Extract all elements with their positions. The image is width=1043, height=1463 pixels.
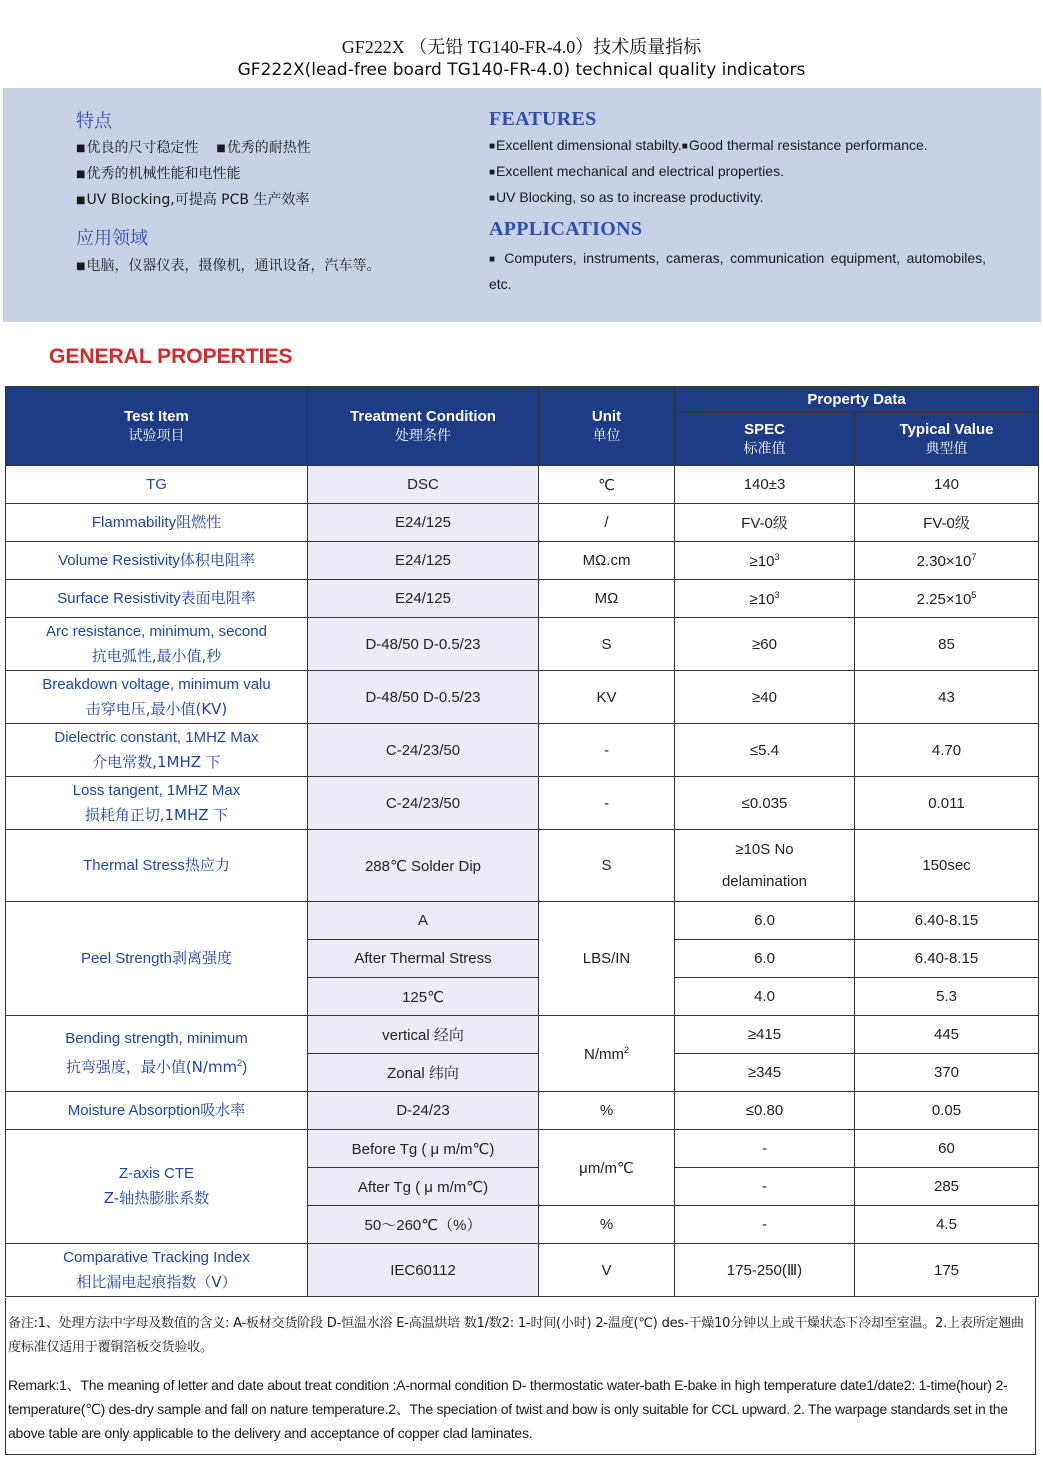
row-diel-spec: ≤5.4 (675, 724, 855, 777)
row-peel-spec-2: 6.0 (675, 940, 855, 978)
row-bend-typ-1: 445 (855, 1016, 1039, 1054)
feature-en-1b: Good thermal resistance performance. (688, 137, 928, 153)
row-cti-item-cn: 相比漏电起痕指数（V） (76, 1272, 237, 1291)
row-bend-unit-exp: 2 (623, 1044, 629, 1055)
row-diel-item (6, 724, 308, 777)
row-cti-typ: 175 (855, 1244, 1039, 1297)
row-cte-unit-b: % (539, 1206, 675, 1244)
row-flam-cond: E24/125 (308, 504, 539, 542)
feature-en-2: Excellent mechanical and electrical properties. (496, 163, 784, 179)
header-spec (675, 413, 855, 466)
row-arc-item (6, 618, 308, 671)
row-therm-spec (675, 830, 855, 902)
row-cte-typ-3: 4.5 (855, 1206, 1039, 1244)
application-en-body: Computers, instruments, cameras, communication equipment, automobiles, etc. (489, 250, 986, 292)
table-row (6, 902, 1039, 940)
row-arc-spec: ≥60 (675, 618, 855, 671)
header-typical (855, 413, 1039, 466)
row-vol-typ (855, 542, 1039, 580)
row-tg-cond: DSC (308, 466, 539, 504)
feature-cn-line-2 (76, 163, 240, 183)
row-moist-item (6, 1092, 308, 1130)
row-bend-spec-2: ≥345 (675, 1054, 855, 1092)
row-peel-unit: LBS/IN (539, 902, 675, 1016)
row-cti-item (6, 1244, 308, 1297)
section-title: GENERAL PROPERTIES (49, 345, 293, 368)
header-unit (539, 387, 675, 466)
row-cte-typ-1: 60 (855, 1130, 1039, 1168)
bullet-icon: ■ (489, 141, 496, 152)
row-surf-item (6, 580, 308, 618)
table-row (6, 618, 1039, 671)
row-loss-unit: - (539, 777, 675, 830)
header-typical-cn: 典型值 (925, 440, 968, 457)
row-cte-spec-1: - (675, 1130, 855, 1168)
bullet-icon: ■ (76, 169, 86, 180)
row-surf-unit: MΩ (539, 580, 675, 618)
row-diel-typ: 4.70 (855, 724, 1039, 777)
row-surf-cond: E24/125 (308, 580, 539, 618)
applications-heading-cn: 应用领域 (76, 228, 148, 249)
row-therm-item-en: Thermal Stress (83, 857, 185, 874)
row-vol-spec (675, 542, 855, 580)
row-bend-item-en: Bending strength, minimum (65, 1030, 248, 1047)
features-heading-cn: 特点 (76, 111, 112, 132)
row-moist-item-en: Moisture Absorption (67, 1102, 201, 1119)
row-surf-typ-exp: 5 (971, 589, 977, 600)
bullet-icon: ■ (76, 143, 86, 154)
row-bkd-spec: ≥40 (675, 671, 855, 724)
feature-en-3: UV Blocking, so as to increase productivity. (496, 189, 764, 205)
row-bend-cond-1: vertical 经向 (308, 1016, 539, 1054)
header-typical-en: Typical Value (899, 420, 994, 438)
row-cti-spec: 175-250(Ⅲ) (675, 1244, 855, 1297)
row-therm-cond: 288℃ Solder Dip (308, 830, 539, 902)
notes-en: Remark:1、The meaning of letter and date about treat condition :A-normal condition D- thermostatic water-bath E-bake in high temperature date1/date2: 1-time(hour) 2-temperature(℃) des-dry sample and fall on nature temperature.2、The speciation of twist and bow is only suitable for CCL upward. 2. The warpage standards set in the above table are only applicable to the delivery and acceptance of copper clad laminates. (8, 1377, 1008, 1441)
row-bend-typ-2: 370 (855, 1054, 1039, 1092)
row-peel-spec-3: 4.0 (675, 978, 855, 1016)
table-row (6, 1130, 1039, 1168)
table-row (6, 724, 1039, 777)
row-vol-item (6, 542, 308, 580)
notes-cn: 备注:1、处理方法中字母及数值的含义: A-板材交货阶段 D-恒温水浴 E-高温烘培 数1/数2: 1-时间(小时) 2-温度(℃) des-干燥10分钟以上或干燥状态下冷却至室温。2.上表所定翘曲度标准仅适用于覆铜箔板交货验收。 (8, 1316, 1024, 1355)
application-en-text (489, 246, 986, 297)
row-diel-item-cn: 介电常数,1MHZ 下 (92, 752, 221, 771)
row-surf-typ (855, 580, 1039, 618)
row-bend-item-cn-close: ) (242, 1059, 248, 1076)
row-diel-cond: C-24/23/50 (308, 724, 539, 777)
row-flam-item-en: Flammability (91, 514, 177, 531)
row-diel-unit: - (539, 724, 675, 777)
feature-cn-3: UV Blocking,可提高 PCB 生产效率 (86, 192, 310, 208)
table-row (6, 580, 1039, 618)
header-treatment-cn: 处理条件 (395, 427, 451, 444)
row-cti-unit: V (539, 1244, 675, 1297)
applications-heading-en: APPLICATIONS (489, 218, 643, 240)
row-bend-item-cn: 抗弯强度，最小值(N/mm (65, 1058, 238, 1076)
row-flam-item-cn: 阻燃性 (176, 513, 222, 531)
row-peel-typ-2: 6.40-8.15 (855, 940, 1039, 978)
row-surf-spec-exp: 3 (774, 589, 780, 600)
row-moist-cond: D-24/23 (308, 1092, 539, 1130)
row-vol-spec-base: ≥10 (749, 552, 775, 570)
row-peel-item (6, 902, 308, 1016)
header-row-1 (6, 387, 1039, 413)
bullet-icon: ■ (489, 254, 498, 265)
application-cn-line-1 (76, 255, 380, 275)
table-row (6, 1244, 1039, 1297)
table-row (6, 830, 1039, 902)
table-row (6, 1092, 1039, 1130)
row-arc-cond: D-48/50 D-0.5/23 (308, 618, 539, 671)
row-bkd-cond: D-48/50 D-0.5/23 (308, 671, 539, 724)
row-loss-spec: ≤0.035 (675, 777, 855, 830)
row-cte-item (6, 1130, 308, 1244)
bullet-icon: ■ (489, 193, 496, 204)
row-cte-cond-2: After Tg ( μ m/m℃) (308, 1168, 539, 1206)
row-loss-item (6, 777, 308, 830)
row-bend-spec-1: ≥415 (675, 1016, 855, 1054)
bullet-icon: ■ (216, 143, 226, 154)
row-flam-unit: / (539, 504, 675, 542)
row-peel-item-en: Peel Strength (81, 950, 172, 967)
header-unit-en: Unit (591, 407, 622, 425)
row-loss-item-cn: 损耗角正切,1MHZ 下 (84, 805, 229, 824)
bullet-icon: ■ (489, 167, 496, 178)
feature-en-line-1 (489, 137, 928, 153)
row-vol-typ-base: 2.30×10 (916, 552, 972, 570)
row-tg-item: TG (6, 466, 308, 504)
header-test-item (6, 387, 308, 466)
row-bkd-item (6, 671, 308, 724)
row-peel-typ-1: 6.40-8.15 (855, 902, 1039, 940)
row-therm-unit: S (539, 830, 675, 902)
row-therm-spec-1: ≥10S No (735, 840, 794, 858)
row-arc-item-cn: 抗电弧性,最小值,秒 (91, 646, 222, 665)
row-tg-unit: ℃ (539, 466, 675, 504)
feature-cn-1b: 优秀的耐热性 (226, 140, 311, 156)
row-cte-unit-a: μm/m℃ (539, 1130, 675, 1206)
row-cte-spec-3: - (675, 1206, 855, 1244)
row-moist-typ: 0.05 (855, 1092, 1039, 1130)
row-vol-spec-exp: 3 (774, 551, 780, 562)
row-flam-spec: FV-0级 (675, 504, 855, 542)
row-moist-item-cn: 吸水率 (200, 1101, 246, 1119)
bullet-icon: ■ (681, 141, 688, 152)
row-bkd-item-en: Breakdown voltage, minimum valu (42, 675, 271, 693)
row-bkd-item-cn: 击穿电压,最小值(KV) (85, 699, 228, 718)
header-property-data: Property Data (675, 387, 1039, 413)
table-row (6, 1016, 1039, 1054)
feature-cn-1a: 优良的尺寸稳定性 (86, 140, 199, 156)
row-bend-item (6, 1016, 308, 1092)
feature-cn-line-3 (76, 189, 309, 209)
row-diel-item-en: Dielectric constant, 1MHZ Max (54, 728, 259, 746)
row-flam-typ: FV-0级 (855, 504, 1039, 542)
row-peel-typ-3: 5.3 (855, 978, 1039, 1016)
notes-box (5, 1298, 1036, 1455)
row-surf-item-cn: 表面电阻率 (180, 589, 256, 607)
feature-en-line-3 (489, 189, 763, 205)
row-cti-cond: IEC60112 (308, 1244, 539, 1297)
row-vol-item-cn: 体积电阻率 (179, 551, 255, 569)
row-arc-typ: 85 (855, 618, 1039, 671)
table-row (6, 671, 1039, 724)
row-surf-item-en: Surface Resistivity (57, 590, 181, 607)
header-test-item-cn: 试验项目 (128, 427, 185, 444)
row-moist-unit: % (539, 1092, 675, 1130)
row-surf-spec-base: ≥10 (749, 590, 775, 608)
row-loss-typ: 0.011 (855, 777, 1039, 830)
row-cte-typ-2: 285 (855, 1168, 1039, 1206)
feature-en-line-2 (489, 163, 784, 179)
row-surf-typ-base: 2.25×10 (916, 590, 972, 608)
row-bend-item-cn-exp: 2 (237, 1058, 243, 1068)
row-vol-item-en: Volume Resistivity (58, 552, 180, 569)
table-row (6, 542, 1039, 580)
row-cti-item-en: Comparative Tracking Index (63, 1248, 250, 1266)
row-peel-cond-2: After Thermal Stress (308, 940, 539, 978)
row-peel-spec-1: 6.0 (675, 902, 855, 940)
feature-cn-line-1 (76, 137, 311, 157)
row-tg-spec: 140±3 (675, 466, 855, 504)
header-unit-cn: 单位 (592, 427, 621, 444)
header-spec-cn: 标准值 (743, 440, 786, 457)
row-bend-unit (539, 1016, 675, 1092)
row-vol-cond: E24/125 (308, 542, 539, 580)
row-bend-unit-base: N/mm (583, 1045, 624, 1063)
row-tg-typ: 140 (855, 466, 1039, 504)
feature-cn-2: 优秀的机械性能和电性能 (86, 166, 241, 182)
document-title-en: GF222X(lead-free board TG140-FR-4.0) technical quality indicators (237, 60, 806, 80)
row-therm-typ: 150sec (855, 830, 1039, 902)
bullet-icon: ■ (76, 261, 86, 272)
row-therm-item-cn: 热应力 (184, 856, 230, 874)
features-heading-en: FEATURES (489, 108, 597, 130)
row-cte-cond-3: 50～260℃（%） (308, 1206, 539, 1244)
row-therm-spec-2: delamination (721, 872, 808, 890)
table-row (6, 466, 1039, 504)
row-arc-unit: S (539, 618, 675, 671)
row-surf-spec (675, 580, 855, 618)
row-cte-spec-2: - (675, 1168, 855, 1206)
header-treatment-en: Treatment Condition (350, 407, 496, 425)
row-cte-cond-1: Before Tg ( μ m/m℃) (308, 1130, 539, 1168)
row-therm-item (6, 830, 308, 902)
row-bkd-typ: 43 (855, 671, 1039, 724)
header-treatment (308, 387, 539, 466)
row-vol-unit: MΩ.cm (539, 542, 675, 580)
row-peel-cond-3: 125℃ (308, 978, 539, 1016)
table-row (6, 777, 1039, 830)
table-row (6, 504, 1039, 542)
properties-table (5, 386, 1039, 1297)
application-cn-1: 电脑，仪器仪表，摄像机，通讯设备，汽车等。 (86, 258, 381, 274)
bullet-icon: ■ (76, 195, 86, 206)
row-cte-item-cn: Z-轴热膨胀系数 (103, 1189, 210, 1207)
feature-en-1a: Excellent dimensional stabilty. (496, 137, 682, 153)
row-arc-item-en: Arc resistance, minimum, second (46, 622, 267, 640)
row-loss-cond: C-24/23/50 (308, 777, 539, 830)
row-peel-item-cn: 剥离强度 (171, 949, 232, 967)
row-loss-item-en: Loss tangent, 1MHZ Max (72, 781, 241, 799)
row-bend-cond-2: Zonal 纬向 (308, 1054, 539, 1092)
row-bkd-unit: KV (539, 671, 675, 724)
row-flam-item (6, 504, 308, 542)
header-test-item-en: Test Item (124, 407, 189, 425)
row-cte-item-en: Z-axis CTE (119, 1165, 194, 1182)
document-title-cn: GF222X （无铅 TG140-FR-4.0）技术质量指标 (341, 37, 702, 57)
row-peel-cond-1: A (308, 902, 539, 940)
row-vol-typ-exp: 7 (971, 551, 977, 562)
header-spec-en: SPEC (744, 420, 785, 438)
row-moist-spec: ≤0.80 (675, 1092, 855, 1130)
